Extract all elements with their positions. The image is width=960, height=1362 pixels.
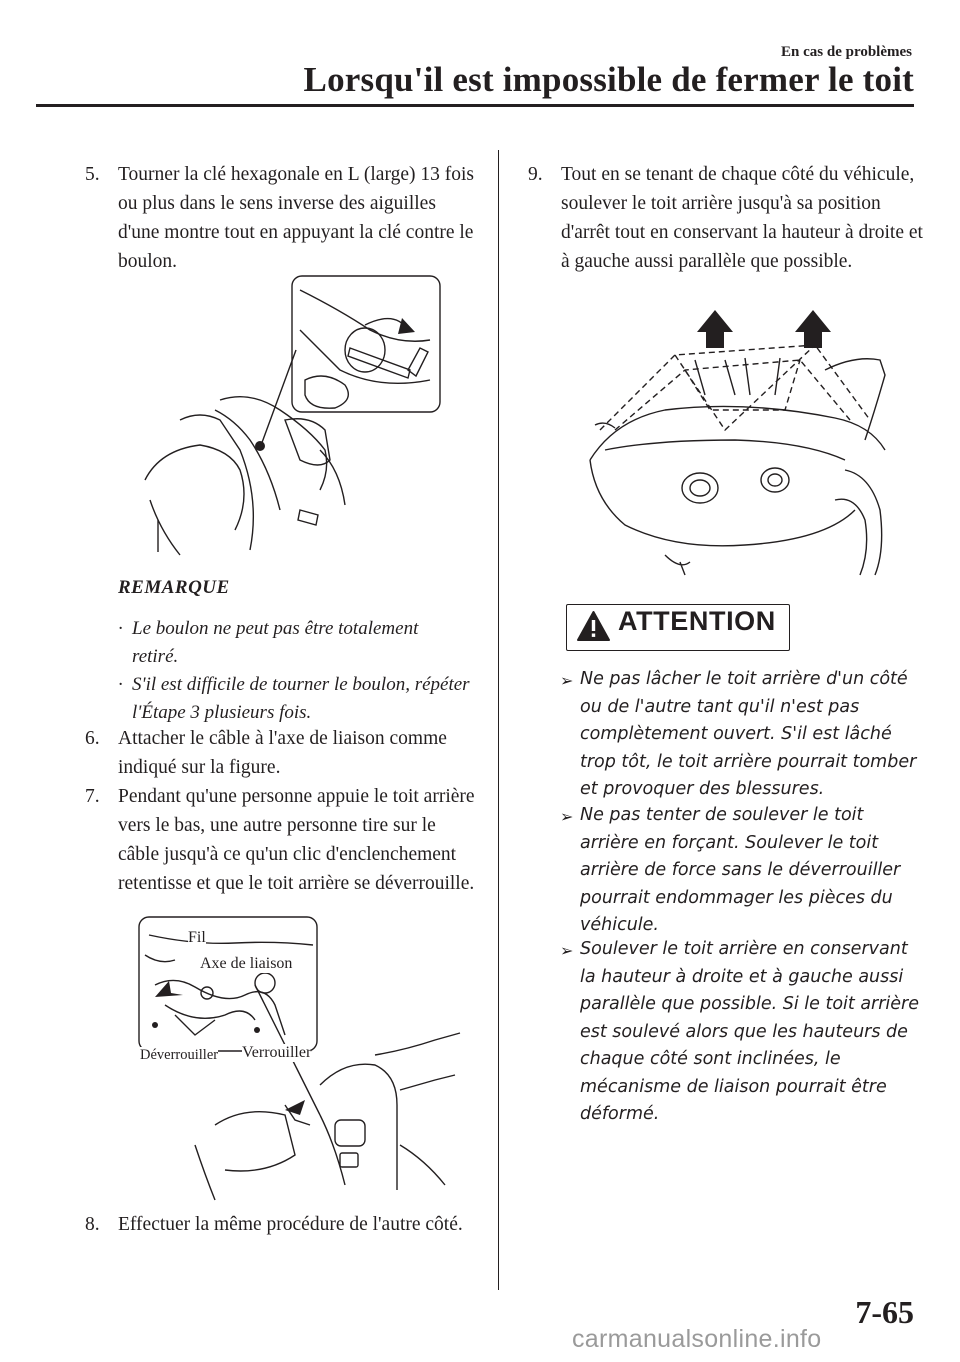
bullet: · [118,674,123,695]
warning-icon [577,611,610,641]
step-7 [85,782,480,898]
note-item [118,671,478,727]
note-item-text: Le boulon ne peut pas être totalement retiré. [132,618,419,667]
arrow-icon: ➢ [560,807,574,826]
header-rule [36,104,914,107]
label-link-axis: Axe de liaison [200,955,293,972]
step-number: 8. [85,1214,100,1235]
attention-item [560,936,925,1129]
bullet: · [118,618,123,639]
step-text: Effectuer la même procédure de l'autre côté. [118,1214,463,1235]
step-6 [85,724,480,782]
attention-label: ATTENTION [618,606,776,636]
label-lock: Verrouiller [242,1044,312,1061]
attention-item [560,802,920,940]
watermark: carmanualsonline.info [572,1325,822,1353]
arrow-icon: ➢ [560,941,574,960]
attention-item-text: Ne pas lâcher le toit arrière d'un côté ou de l'autre tant qu'il n'est pas complètement ouvert. S'il est lâché trop tôt, le toit arrière pourrait tomber et provoquer des blessures. [580,669,917,799]
hex-key-illustration [140,270,445,555]
step-text: Tout en se tenant de chaque côté du véhicule, soulever le toit arrière jusqu'à sa position d'arrêt tout en conservant la hauteur à droite et à gauche aussi parallèle que possible. [561,164,923,272]
arrow-icon: ➢ [560,671,574,690]
step-number: 7. [85,786,100,807]
step-8 [85,1210,480,1239]
step-text: Pendant qu'une personne appuie le toit arrière vers le bas, une autre personne tire sur le câble jusqu'à ce qu'un clic d'enclenchement retentisse et que le toit arrière se déverrouille. [118,786,475,894]
label-wire: Fil [188,929,206,946]
attention-item-text: Ne pas tenter de soulever le toit arrière en forçant. Soulever le toit arrière de force sans le déverrouiller pourrait endommager les pièces du véhicule. [580,805,901,935]
attention-item [560,666,925,804]
step-number: 6. [85,728,100,749]
attention-item-text: Soulever le toit arrière en conservant la hauteur à droite et à gauche aussi parallèle que possible. Si le toit arrière est soulevé alors que les hauteurs de chaque côté sont inclinées, le mécanisme de liaison pourrait être déformé. [580,939,920,1124]
page-title: Lorsqu'il est impossible de fermer le toit [303,60,914,99]
step-9 [528,160,923,276]
step-number: 9. [528,164,543,185]
label-unlock: Déverrouiller [140,1047,219,1063]
car-roof-illustration [585,300,890,580]
note-item [118,615,468,671]
note-title: REMARQUE [118,577,230,598]
page-number: 7-65 [855,1294,914,1330]
section-label: En cas de problèmes [781,44,912,60]
step-5 [85,160,480,276]
step-text: Attacher le câble à l'axe de liaison comme indiqué sur la figure. [118,728,447,778]
step-text: Tourner la clé hexagonale en L (large) 13 fois ou plus dans le sens inverse des aiguilles d'une montre tout en appuyant la clé contre le boulon. [118,164,474,272]
note-item-text: S'il est difficile de tourner le boulon, répéter l'Étape 3 plusieurs fois. [132,674,470,723]
column-divider [498,150,499,1290]
step-number: 5. [85,164,100,185]
